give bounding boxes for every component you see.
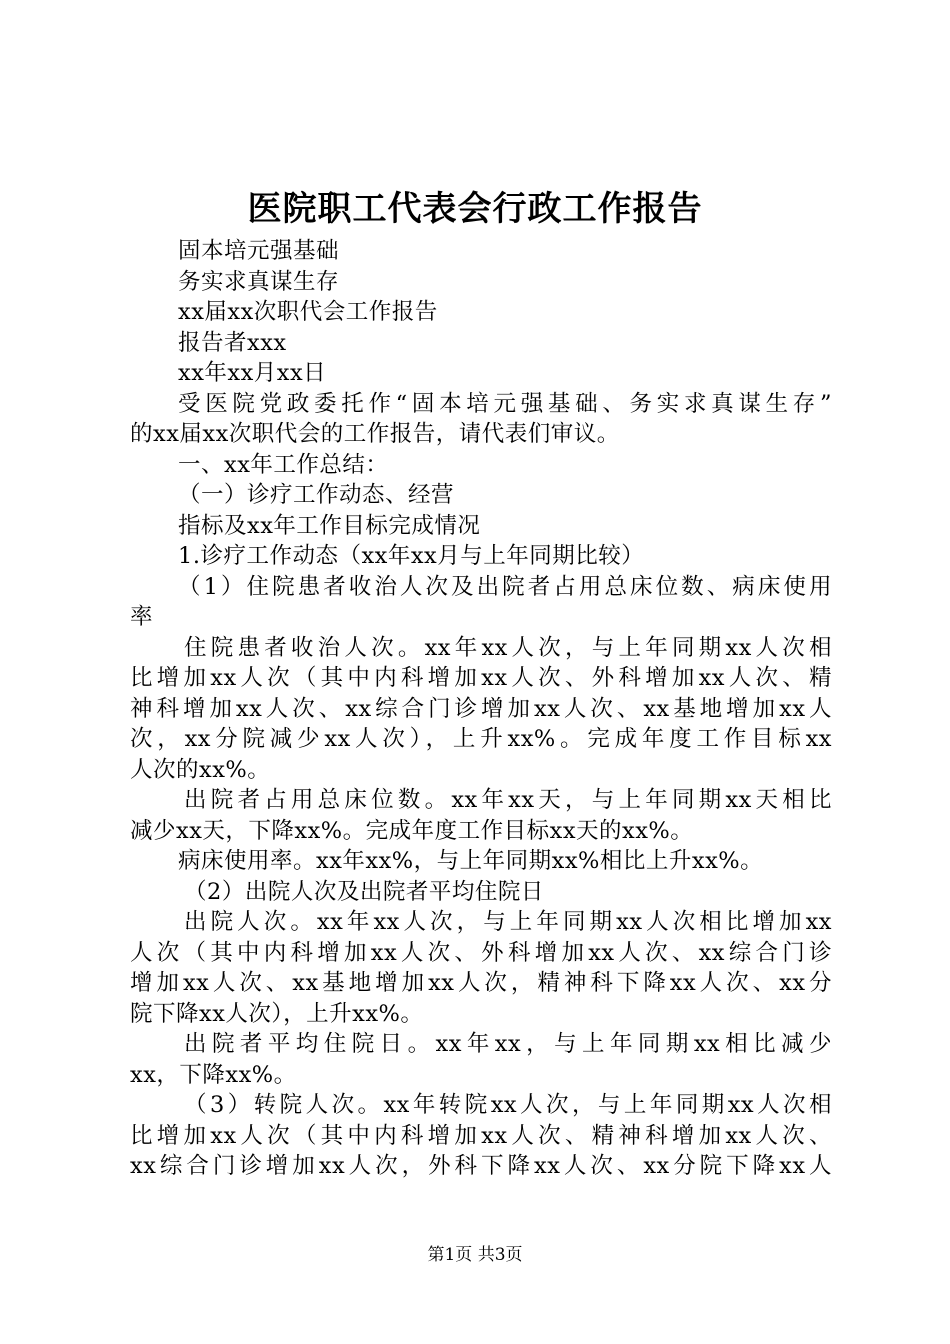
line-15: 比增加xx人次（其中内科增加xx人次、外科增加xx人次、精 — [130, 665, 832, 691]
line-8: 一、xx年工作总结： — [178, 451, 389, 478]
line-20: 减少xx天，下降xx%。完成年度工作目标xx天的xx%。 — [130, 817, 694, 844]
page-footer: 第1页 共3页 — [427, 1245, 523, 1265]
line-25: 增加xx人次、xx基地增加xx人次，精神科下降xx人次、xx分 — [130, 970, 832, 996]
line-16: 神科增加xx人次、xx综合门诊增加xx人次、xx基地增加xx人 — [130, 695, 832, 722]
line-31: xx综合门诊增加xx人次，外科下降xx人次、xx分院下降xx人 — [130, 1153, 832, 1179]
line-13: 率 — [130, 604, 154, 630]
line-24: 人次（其中内科增加xx人次、外科增加xx人次、xx综合门诊 — [130, 939, 832, 966]
document-body — [130, 236, 832, 1182]
line-11: 1.诊疗工作动态（xx年xx月与上年同期比较） — [178, 543, 645, 569]
line-27: 出院者平均住院日。xx年xx，与上年同期xx相比减少 — [184, 1031, 832, 1057]
line-30: 比增加xx人次（其中内科增加xx人次、精神科增加xx人次、 — [130, 1122, 832, 1149]
document-title: 医院职工代表会行政工作报告 — [247, 189, 703, 229]
line-9: （一）诊疗工作动态、经营 — [178, 482, 455, 508]
line-17: 次，xx分院减少xx人次），上升xx%。完成年度工作目标xx — [130, 726, 832, 752]
line-10: 指标及xx年工作目标完成情况 — [178, 512, 481, 539]
line-5: xx年xx月xx日 — [178, 360, 327, 386]
line-7: 的xx届xx次职代会的工作报告，请代表们审议。 — [130, 421, 620, 447]
line-26: 院下降xx人次），上升xx%。 — [130, 1000, 424, 1027]
line-12: （1）住院患者收治人次及出院者占用总床位数、病床使用 — [178, 573, 832, 600]
line-28: xx，下降xx%。 — [130, 1061, 297, 1088]
line-1: 固本培元强基础 — [178, 238, 340, 264]
line-14: 住院患者收治人次。xx年xx人次，与上年同期xx人次相 — [184, 634, 832, 661]
line-23: 出院人次。xx年xx人次，与上年同期xx人次相比增加xx — [184, 909, 832, 935]
line-19: 出院者占用总床位数。xx年xx天，与上年同期xx天相比 — [184, 787, 832, 813]
line-3: xx届xx次职代会工作报告 — [178, 299, 438, 325]
line-6: 受医院党政委托作“固本培元强基础、务实求真谋生存” — [178, 390, 832, 417]
line-2: 务实求真谋生存 — [178, 268, 340, 295]
line-22: （2）出院人次及出院者平均住院日 — [184, 878, 544, 905]
line-21: 病床使用率。xx年xx%，与上年同期xx%相比上升xx%。 — [178, 848, 764, 874]
line-4: 报告者xxx — [178, 329, 287, 356]
line-29: （3）转院人次。xx年转院xx人次，与上年同期xx人次相 — [184, 1092, 832, 1118]
line-18: 人次的xx%。 — [130, 756, 271, 783]
